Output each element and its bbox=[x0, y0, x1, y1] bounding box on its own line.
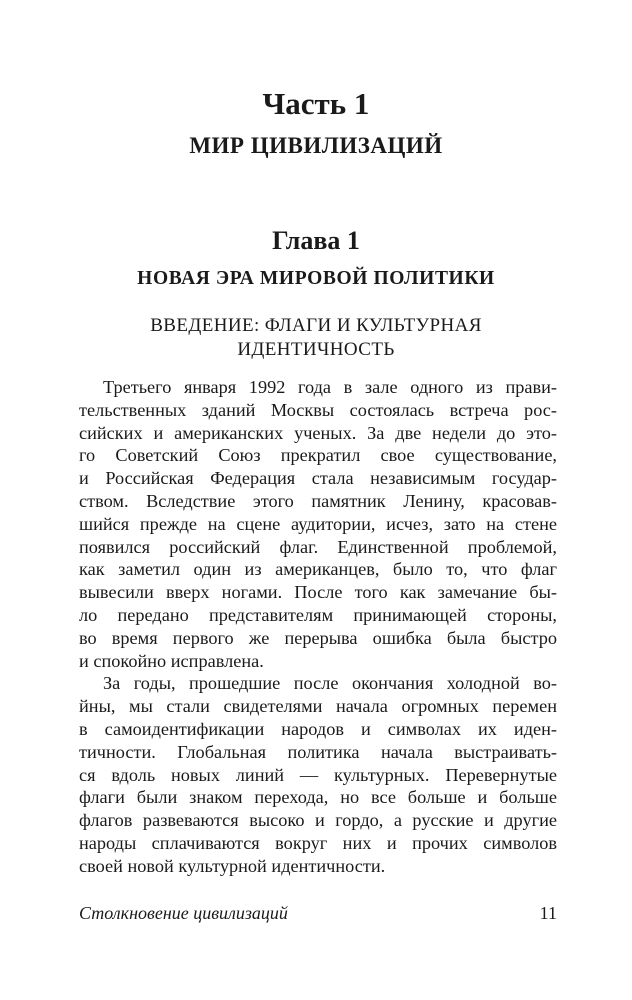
text-line: народы сплачиваются вокруг них и прочих символов bbox=[79, 832, 557, 853]
text-line: во время первого же перерыва ошибка была быстро bbox=[79, 627, 557, 648]
text-line: йны, мы стали свидетелями начала огромных перемен bbox=[79, 696, 557, 717]
text-line: тельственных зданий Москвы состоялась встреча рос- bbox=[79, 399, 557, 420]
text-line: и Российская Федерация стала независимым государ- bbox=[79, 468, 557, 489]
text-line: сийских и американских ученых. За две недели до это- bbox=[79, 422, 557, 443]
chapter-label: Глава 1 bbox=[272, 226, 360, 255]
text-line: го Советский Союз прекратил свое существование, bbox=[79, 445, 557, 466]
text-line: За годы, прошедшие после окончания холодной во- bbox=[103, 673, 557, 694]
text-line: появился российский флаг. Единственной проблемой, bbox=[79, 536, 557, 557]
text-line: своей новой культурной идентичности. bbox=[79, 855, 386, 876]
part-label: Часть 1 bbox=[262, 86, 370, 121]
body-text bbox=[79, 376, 557, 878]
text-line: тичности. Глобальная политика начала выстраивать- bbox=[79, 741, 557, 762]
page-number: 11 bbox=[539, 903, 557, 923]
text-line: вывесили вверх ногами. После того как замечание бы- bbox=[79, 582, 557, 603]
text-line: шийся прежде на сцене аудитории, исчез, зато на стене bbox=[79, 513, 557, 534]
page-footer bbox=[79, 902, 557, 924]
text-line: и спокойно исправлена. bbox=[79, 650, 264, 671]
text-line: флагов развеваются высоко и гордо, а русские и другие bbox=[79, 810, 557, 831]
section-title-line: ВВЕДЕНИЕ: ФЛАГИ И КУЛЬТУРНАЯ bbox=[150, 315, 482, 336]
text-line: в самоидентификации народов и символах их иден- bbox=[79, 718, 557, 739]
section-title-line: ИДЕНТИЧНОСТЬ bbox=[237, 339, 395, 360]
running-title: Столкновение цивилизаций bbox=[79, 903, 288, 923]
text-line: флаги были знаком перехода, но все больше и больше bbox=[79, 787, 557, 808]
paragraph bbox=[79, 672, 557, 877]
paragraph bbox=[79, 376, 557, 672]
text-line: как заметил один из американцев, было то, что флаг bbox=[79, 559, 557, 580]
section-title bbox=[0, 314, 632, 362]
part-title: МИР ЦИВИЛИЗАЦИЙ bbox=[189, 133, 443, 158]
text-line: Третьего января 1992 года в зале одного из прави- bbox=[103, 377, 557, 397]
chapter-title: НОВАЯ ЭРА МИРОВОЙ ПОЛИТИКИ bbox=[137, 268, 495, 289]
text-line: ством. Вследствие этого памятник Ленину, красовав- bbox=[79, 490, 557, 511]
text-line: ло передано представителям принимающей стороны, bbox=[79, 604, 557, 625]
text-line: ся вдоль новых линий — культурных. Перевернутые bbox=[79, 764, 557, 785]
